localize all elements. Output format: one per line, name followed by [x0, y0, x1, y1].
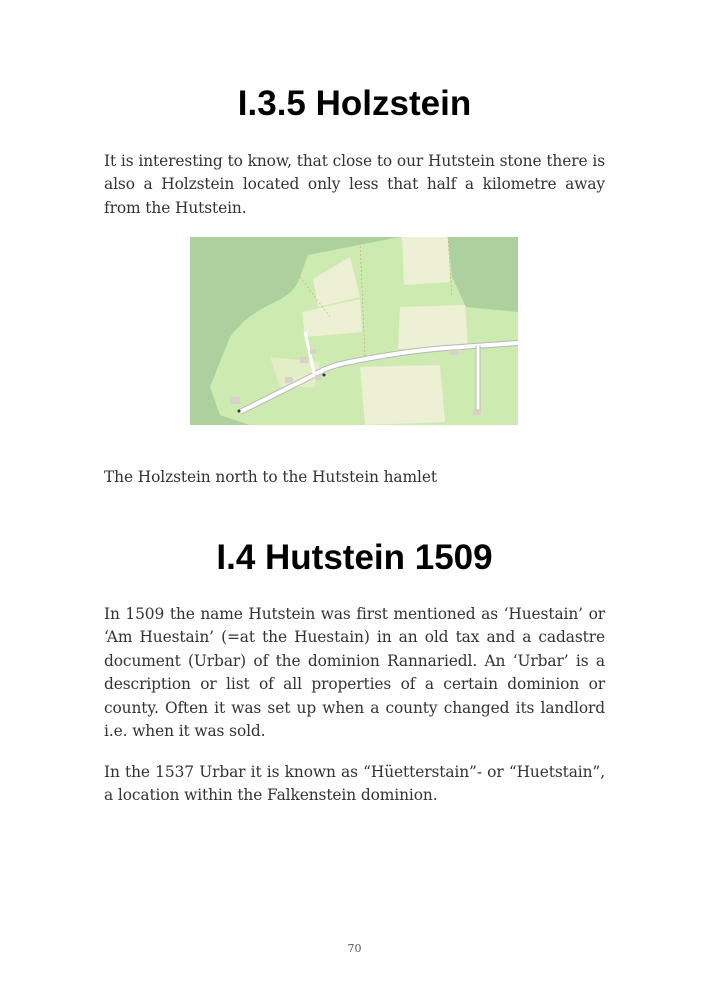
intro-paragraph: It is interesting to know, that close to our Hutstein stone there is also a Holzstein located only less that half a kilometre away from the Hutstein. — [104, 152, 605, 217]
map-building — [300, 357, 308, 363]
section-heading-holzstein: I.3.5 Holzstein — [237, 84, 472, 123]
body-paragraph: In the 1537 Urbar it is known as “Hüetterstain”- or “Huetstain”, a location within the Falkenstein dominion. — [104, 763, 605, 805]
figure-caption: The Holzstein north to the Hutstein hamlet — [104, 468, 437, 486]
map-building — [315, 375, 322, 380]
map-building — [285, 377, 293, 383]
map-field — [398, 305, 468, 349]
map-field — [360, 365, 445, 425]
body-paragraph: In 1509 the name Hutstein was first mentioned as ‘Huestain’ or ‘Am Huestain’ (=at the Huestain) in an old tax and a cadastre document (Urbar) of the dominion Rannariedl. An ‘Urbar’ is a description or list of all properties of a certain dominion or county. Often it was set up when a county changed its landlord i.e. when it was sold. — [104, 605, 605, 741]
map-building — [473, 409, 481, 415]
map-field — [402, 237, 450, 285]
map-building — [450, 349, 459, 355]
map-image — [190, 237, 518, 425]
page-number: 70 — [347, 942, 362, 955]
map-marker — [323, 374, 326, 377]
map-building — [230, 397, 240, 404]
section-heading-hutstein-1509: I.4 Hutstein 1509 — [216, 538, 493, 577]
map-building — [310, 349, 316, 354]
map-marker — [238, 410, 241, 413]
